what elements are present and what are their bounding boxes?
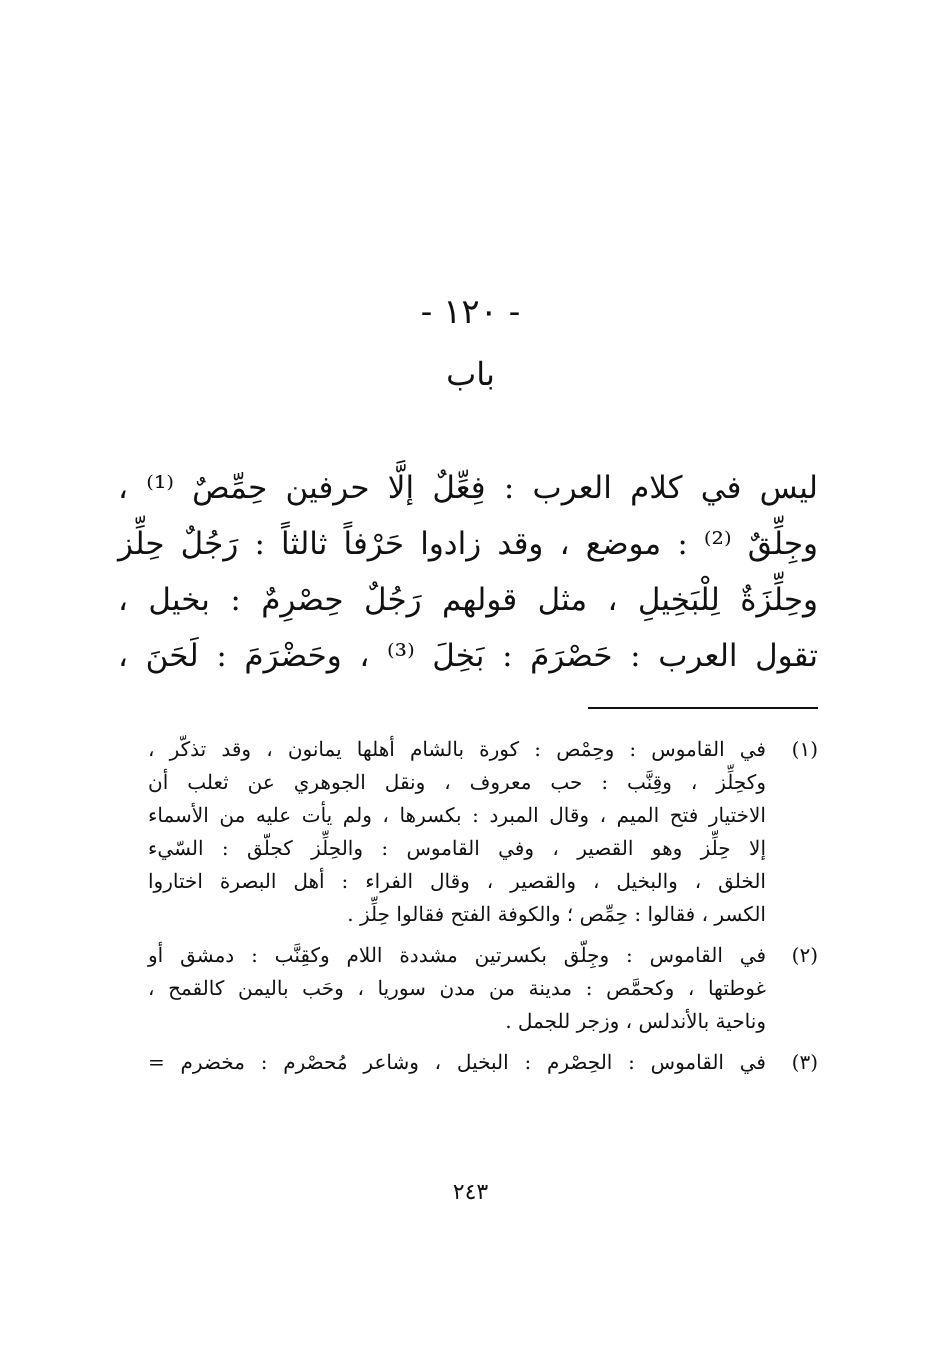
footnote-3 [148, 1046, 818, 1079]
footnote-marker: (٢) [791, 943, 818, 967]
footnote-line: إلا حِلِّز وهو القصير ، وفي القاموس : والحِلِّز كجلّق : السّيء [148, 836, 766, 860]
section-number: - ١٢٠ - [420, 292, 521, 332]
main-text-line: وجِلِّقٌ ⁽²⁾ : موضع ، وقد زادوا حَرْفاً ثالثاً : رَجُلٌ حِلِّز [118, 526, 819, 562]
page-number: ٢٤٣ [452, 1180, 489, 1205]
footnote-body [148, 733, 766, 931]
main-text [118, 460, 818, 684]
footnote-line: غوطتها ، وكحمَّص : مدينة من مدن سوريا ، وحَب باليمن كالقمح ، [148, 976, 766, 1000]
footnote-line: في القاموس : وجِلّق بكسرتين مشددة اللام وكقِنَّب : دمشق أو [148, 943, 766, 967]
footnote-line: الكسر ، فقالوا : حِمِّص ؛ والكوفة الفتح فقالوا حِلِّز . [347, 902, 766, 926]
footnote-body [148, 1046, 766, 1079]
footnote-marker: (٣) [791, 1050, 818, 1074]
footnote-line: في القاموس : وحِمْص : كورة بالشام أهلها يمانون ، وقد تذكّر ، [148, 737, 766, 761]
footnote-divider [588, 707, 818, 709]
footnote-marker: (١) [791, 737, 818, 761]
footnote-line: الاختيار فتح الميم ، وقال المبرد : بكسرها ، ولم يأت عليه من الأسماء [148, 803, 766, 827]
footnote-1 [148, 733, 818, 931]
footnote-line: الخلق ، والبخيل ، والقصير ، وقال الفراء : أهل البصرة اختاروا [148, 869, 766, 893]
footnote-line: وناحية بالأندلس ، وزجر للجمل . [505, 1009, 766, 1033]
main-text-line: ليس في كلام العرب : فِعِّلٌ إلَّا حرفين حِمِّصٌ ⁽¹⁾ ، [118, 470, 818, 506]
main-text-line: وحِلِّزَةٌ لِلْبَخِيلِ ، مثل قولهم رَجُلٌ حِصْرِمٌ : بخيل ، [118, 582, 818, 618]
footnote-line: في القاموس : الحِصْرم : البخيل ، وشاعر مُحصْرم : مخضرم = [148, 1050, 766, 1074]
section-title: باب [446, 355, 495, 393]
main-text-line: تقول العرب : حَصْرَمَ : بَخِلَ ⁽³⁾ ، وحَضْرَمَ : لَحَنَ ، [118, 638, 818, 674]
footnote-body [148, 939, 766, 1038]
footnotes [148, 733, 818, 1087]
footnote-2 [148, 939, 818, 1038]
footnote-line: وكحِلِّز ، وقِنَّب : حب معروف ، ونقل الجوهري عن ثعلب أن [148, 770, 766, 794]
